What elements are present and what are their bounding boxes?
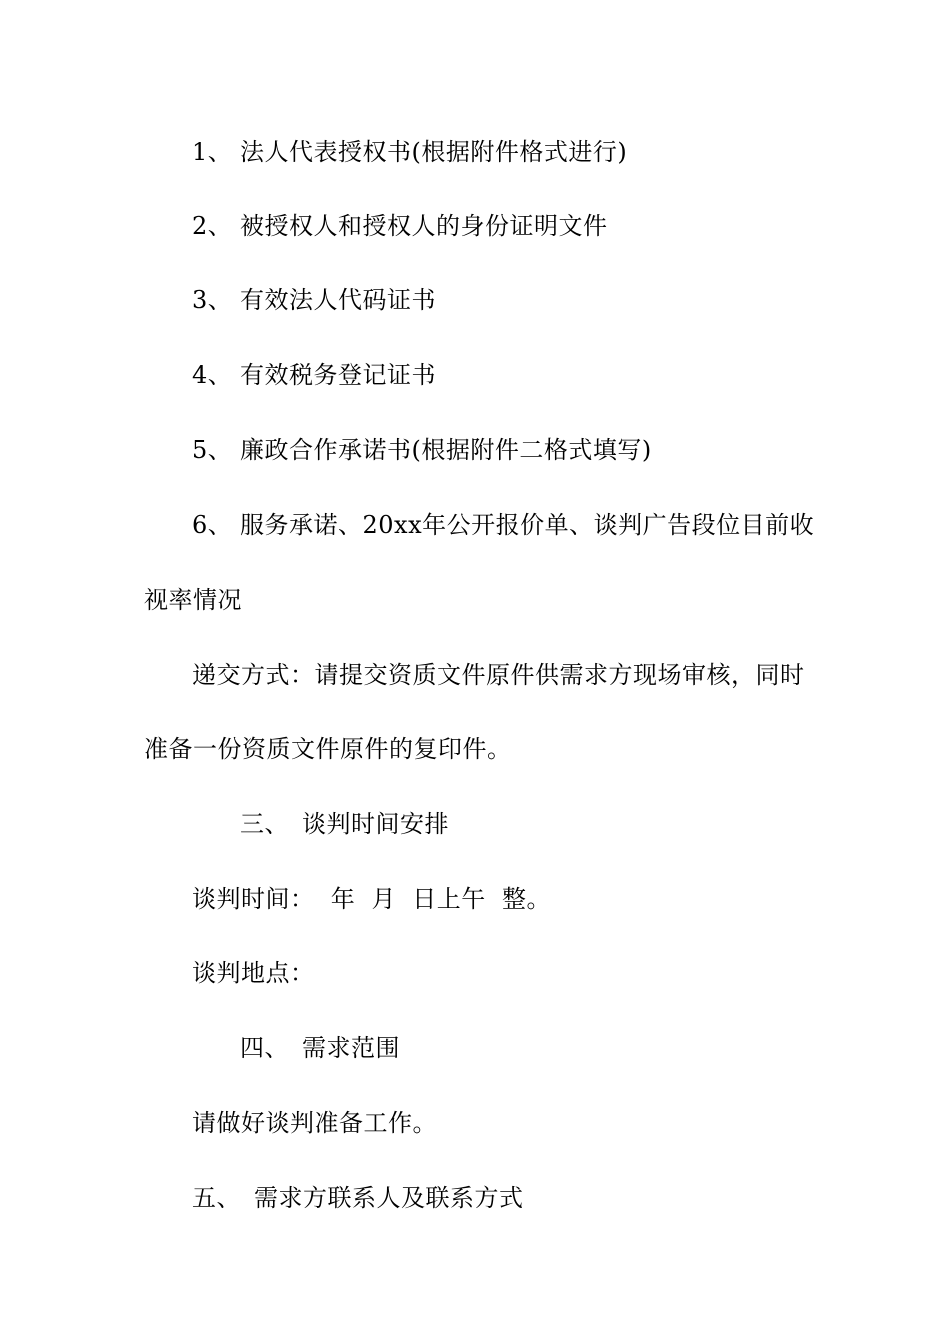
preparation-line: 请做好谈判准备工作。	[192, 1109, 437, 1137]
negotiation-time-line: 谈判时间： 年 月 日上午 整。	[192, 885, 552, 913]
delivery-paragraph-line: 递交方式：请提交资质文件原件供需求方现场审核，同时	[192, 661, 805, 689]
list-item	[192, 510, 814, 540]
list-item	[192, 360, 436, 390]
section-title: 需求范围	[302, 1034, 400, 1062]
item-text: 被授权人和授权人的身份证明文件	[240, 212, 608, 240]
item-number: 4、	[192, 361, 233, 389]
item-number: 6、	[192, 511, 233, 539]
section-number: 四、	[240, 1034, 289, 1062]
item-text: 有效税务登记证书	[240, 361, 436, 389]
list-item	[192, 285, 436, 315]
list-item	[192, 435, 652, 465]
item-number: 3、	[192, 286, 233, 314]
negotiation-place-line: 谈判地点：	[192, 959, 315, 987]
item-text: 有效法人代码证书	[240, 286, 436, 314]
section-heading	[240, 809, 449, 839]
item-number: 5、	[192, 436, 233, 464]
list-item-continuation: 视率情况	[144, 586, 242, 614]
list-item	[192, 211, 608, 241]
section-number: 三、	[240, 810, 289, 838]
list-item	[192, 137, 627, 167]
section-number: 五、	[192, 1184, 241, 1212]
section-title: 需求方联系人及联系方式	[254, 1184, 524, 1212]
item-number: 1、	[192, 138, 233, 166]
section-heading	[192, 1183, 524, 1213]
section-title: 谈判时间安排	[302, 810, 449, 838]
item-text: 廉政合作承诺书(根据附件二格式填写)	[240, 436, 652, 464]
item-text: 法人代表授权书(根据附件格式进行)	[240, 138, 628, 166]
delivery-paragraph-line: 准备一份资质文件原件的复印件。	[144, 735, 512, 763]
section-heading	[240, 1033, 400, 1063]
item-text: 服务承诺、20xx年公开报价单、谈判广告段位目前收	[240, 511, 815, 539]
item-number: 2、	[192, 212, 233, 240]
